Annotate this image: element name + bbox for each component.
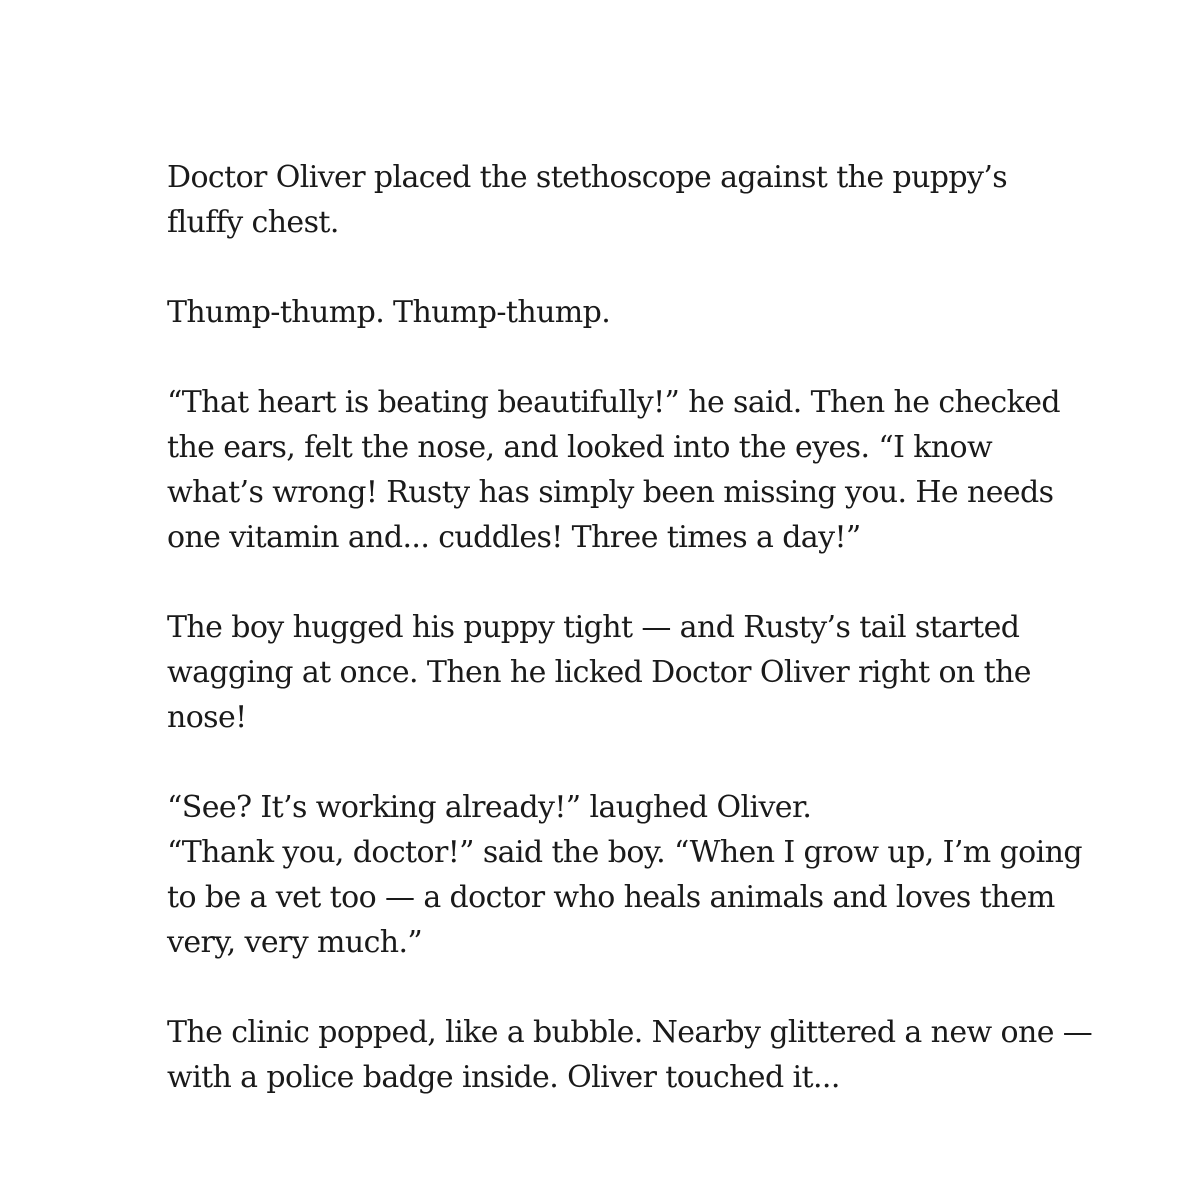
text-line: with a police badge inside. Oliver touched it... [167,1060,840,1095]
paragraph-stethoscope [167,155,1127,245]
text-line: what’s wrong! Rusty has simply been missing you. He needs [167,475,1054,510]
paragraph-thank-you [167,785,1127,965]
paragraph-heartbeat [167,290,1127,335]
text-line: fluffy chest. [167,205,339,240]
text-line: very, very much.” [167,925,423,960]
text-line: wagging at once. Then he licked Doctor Oliver right on the [167,655,1031,690]
text-line: Thump-thump. Thump-thump. [167,295,611,330]
text-line: to be a vet too — a doctor who heals animals and loves them [167,880,1055,915]
text-line: the ears, felt the nose, and looked into the eyes. “I know [167,430,993,465]
text-line: “That heart is beating beautifully!” he said. Then he checked [167,385,1060,420]
text-line: “See? It’s working already!” laughed Oliver. [167,790,812,825]
text-line: one vitamin and... cuddles! Three times a day!” [167,520,861,555]
paragraph-bubble [167,1010,1127,1100]
text-line: nose! [167,700,247,735]
text-line: “Thank you, doctor!” said the boy. “When I grow up, I’m going [167,835,1082,870]
text-line: Doctor Oliver placed the stethoscope against the puppy’s [167,160,1008,195]
text-line: The clinic popped, like a bubble. Nearby glittered a new one — [167,1015,1093,1050]
text-line: The boy hugged his puppy tight — and Rusty’s tail started [167,610,1020,645]
paragraph-diagnosis [167,380,1127,560]
story-page [167,155,1127,1145]
paragraph-hug [167,605,1127,740]
